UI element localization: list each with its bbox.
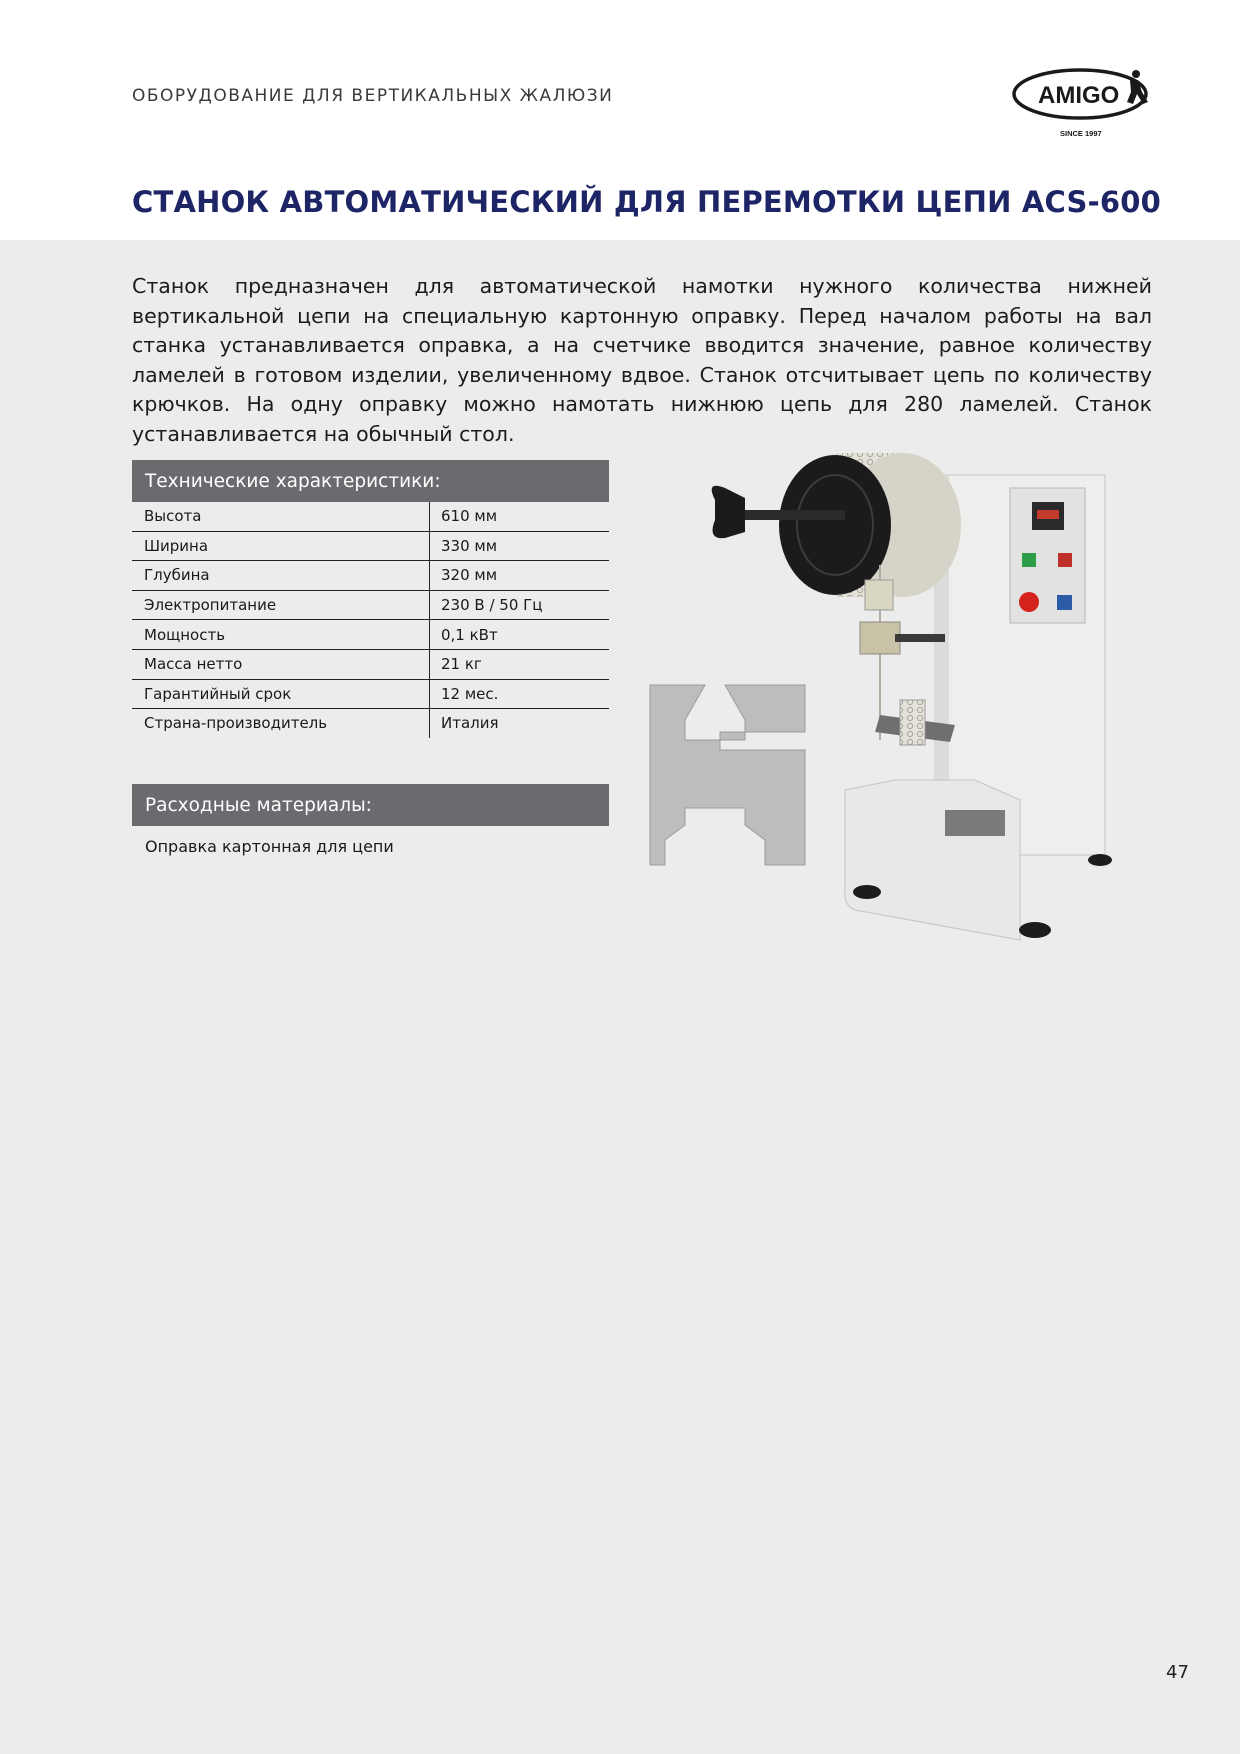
list-item: Оправка картонная для цепи xyxy=(145,837,394,856)
spec-value: 0,1 кВт xyxy=(430,620,610,650)
consumables-heading: Расходные материалы: xyxy=(132,784,609,826)
spec-label: Ширина xyxy=(144,536,209,555)
table-row xyxy=(132,620,609,650)
spec-label: Гарантийный срок xyxy=(144,684,292,703)
table-row xyxy=(132,502,609,531)
svg-text:SINCE 1997: SINCE 1997 xyxy=(1060,129,1102,138)
spec-value: 320 мм xyxy=(430,561,610,591)
spec-value: 230 В / 50 Гц xyxy=(430,590,610,620)
table-row xyxy=(132,649,609,679)
page-number: 47 xyxy=(1166,1662,1189,1683)
amigo-logo xyxy=(1012,58,1154,142)
spec-value: 610 мм xyxy=(430,502,610,531)
spec-label: Глубина xyxy=(144,566,210,585)
cardboard-mandrel xyxy=(650,685,805,865)
svg-text:AMIGO: AMIGO xyxy=(1038,82,1120,109)
spec-value: Италия xyxy=(430,709,610,738)
spec-value: 21 кг xyxy=(430,649,610,679)
product-description: Станок предназначен для автоматической намотки нужного количества нижней вертикальной цепи на специальную картонную оправку. Перед началом работы на вал станка устанавливается оправка, а на счетчике вводится значение, равное количеству ламелей в готовом изделии, увеличенному вдвое. Станок отсчитывает цепь по количеству крючков. На одну оправку можно намотать нижнюю цепь для 280 ламелей. Станок устанавливается на обычный стол. xyxy=(132,274,1152,446)
crank-handle xyxy=(712,486,745,538)
consumables-panel xyxy=(132,784,609,856)
table-row xyxy=(132,590,609,620)
spec-value: 330 мм xyxy=(430,531,610,561)
spec-label: Мощность xyxy=(144,625,226,644)
table-row xyxy=(132,709,609,738)
spec-label: Масса нетто xyxy=(144,655,243,674)
section-label: ОБОРУДОВАНИЕ ДЛЯ ВЕРТИКАЛЬНЫХ ЖАЛЮЗИ xyxy=(132,86,614,106)
table-row xyxy=(132,679,609,709)
spec-value: 12 мес. xyxy=(430,679,610,709)
table-row xyxy=(132,531,609,561)
machine-photo xyxy=(645,450,1145,950)
table-row xyxy=(132,561,609,591)
spec-label: Электропитание xyxy=(144,596,277,615)
specs-heading: Технические характеристики: xyxy=(132,460,609,502)
machine-base xyxy=(845,780,1020,940)
page-title: СТАНОК АВТОМАТИЧЕСКИЙ ДЛЯ ПЕРЕМОТКИ ЦЕПИ ACS-600 xyxy=(132,185,1161,219)
specs-panel xyxy=(132,460,609,738)
spec-label: Высота xyxy=(144,507,202,526)
specs-table xyxy=(132,502,609,738)
spec-label: Страна-производитель xyxy=(144,714,328,733)
